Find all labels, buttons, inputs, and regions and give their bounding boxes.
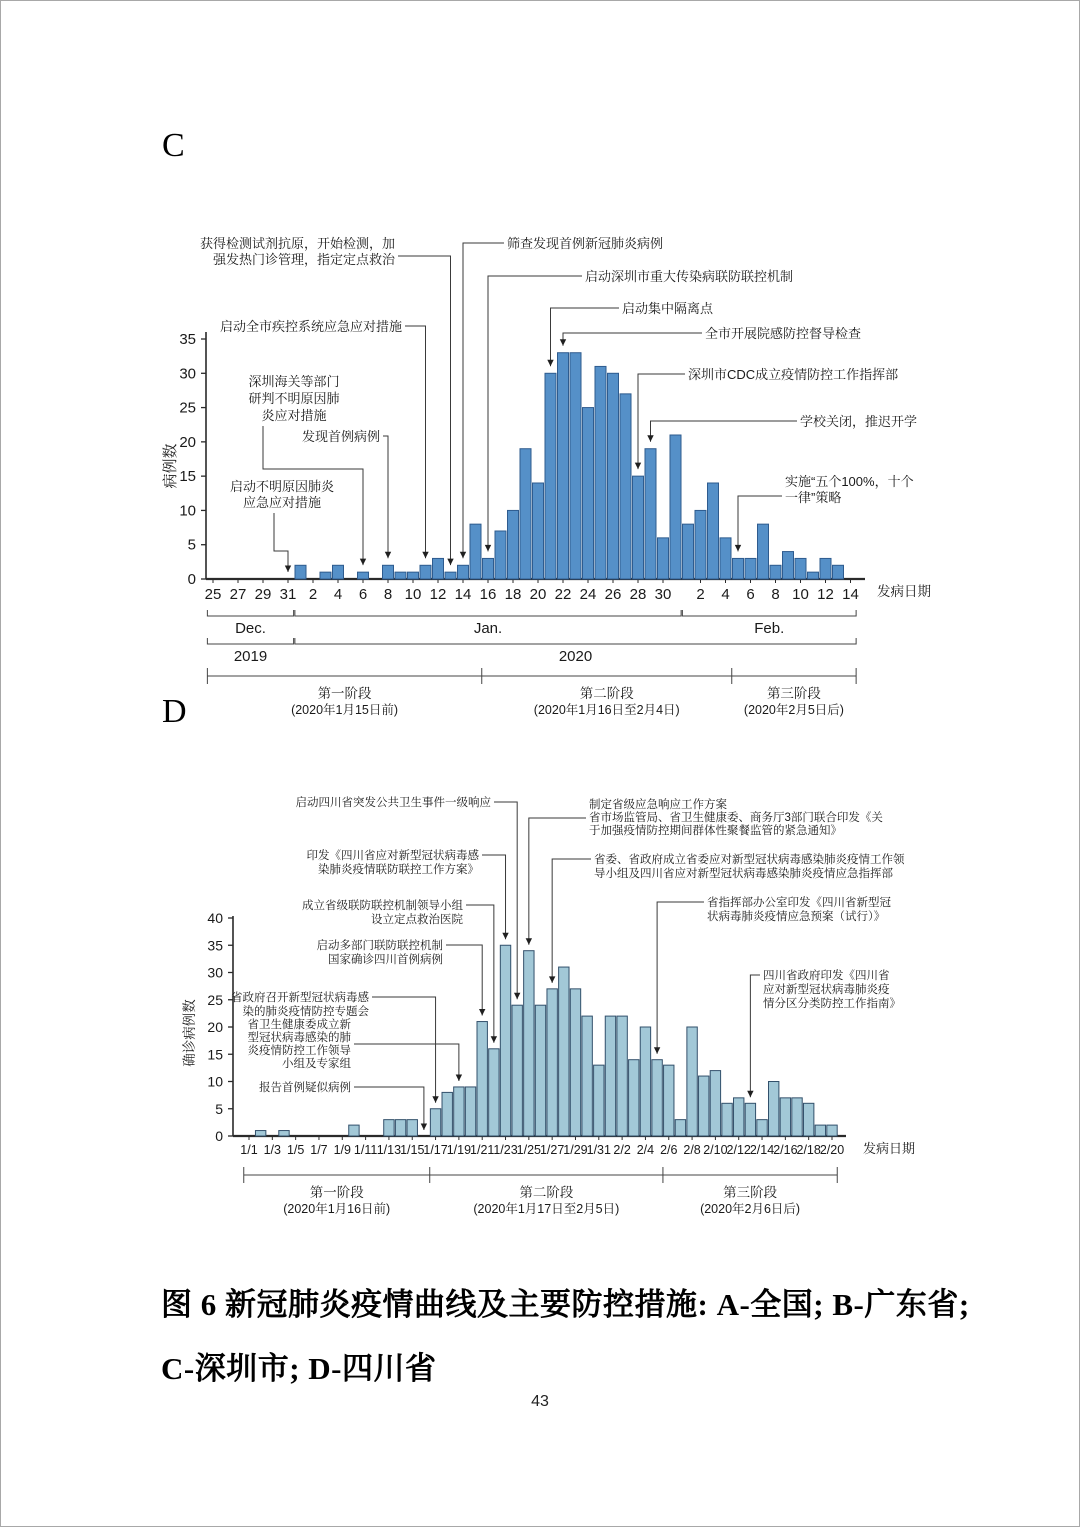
page-number: 43 xyxy=(531,1393,549,1410)
bar xyxy=(512,1005,522,1136)
bar xyxy=(383,565,394,579)
x-tick-label: 31 xyxy=(279,586,297,603)
annotation-text: 情分区分类防控工作指南》 xyxy=(763,998,901,1010)
y-tick-label: 15 xyxy=(207,1046,223,1063)
annotation-text: 启动不明原因肺炎 xyxy=(229,479,335,494)
x-tick-label: 14 xyxy=(842,586,859,603)
annotation-text: 全市开展院感防控督导检查 xyxy=(705,326,862,341)
y-tick-label: 30 xyxy=(179,365,196,383)
x-tick-label: 24 xyxy=(579,586,597,603)
annotation-text: 启动多部门联防联控机制 xyxy=(316,940,443,952)
bar xyxy=(833,565,844,579)
panel-d-letter: D xyxy=(162,693,187,730)
x-tick-label: 1/21 xyxy=(470,1143,495,1157)
phase-label: 第一阶段 xyxy=(317,686,372,701)
annotation-text: 国家确诊四川首例病例 xyxy=(328,954,443,966)
bar xyxy=(827,1125,837,1136)
x-tick-label: 2/2 xyxy=(613,1143,631,1157)
y-tick-label: 0 xyxy=(187,571,196,588)
annotation-text: 报告首例疑似病例 xyxy=(259,1082,351,1094)
y-tick-label: 0 xyxy=(215,1128,223,1144)
bar xyxy=(420,565,431,579)
x-tick-label: 2/4 xyxy=(636,1143,655,1157)
x-tick-label: 1/5 xyxy=(286,1143,305,1157)
phase-sublabel: (2020年1月15日前) xyxy=(291,703,399,717)
y-tick-label: 20 xyxy=(207,1019,223,1035)
year-label: 2020 xyxy=(558,648,593,665)
annotation-connector xyxy=(405,326,426,558)
month-label: Jan. xyxy=(473,620,503,637)
annotation-text: 制定省级应急响应工作方案 xyxy=(589,799,727,811)
x-tick-label: 2 xyxy=(696,586,705,603)
x-tick-label: 8 xyxy=(771,586,780,603)
bar xyxy=(629,1060,639,1136)
y-tick-label: 30 xyxy=(207,964,223,981)
annotation-text: 四川省政府印发《四川省 xyxy=(763,970,890,982)
annotation-text: 染肺炎疫情联防联控工作方案》 xyxy=(318,864,479,876)
bar xyxy=(495,531,506,579)
arrowhead-icon xyxy=(747,1091,753,1098)
chart-c-shenzhen-epidemic-curve xyxy=(1,216,1080,716)
annotation-text: 应对新型冠状病毒肺炎疫 xyxy=(763,984,890,996)
y-tick-label: 20 xyxy=(179,433,196,451)
x-tick-label: 12 xyxy=(429,586,447,603)
bar xyxy=(570,989,580,1136)
arrowhead-icon xyxy=(456,1074,462,1081)
annotation-text: 炎疫情防控工作领导 xyxy=(247,1045,351,1057)
x-tick-label: 2/16 xyxy=(773,1143,798,1157)
annotation-connector xyxy=(750,975,760,1097)
bar xyxy=(430,1109,440,1136)
x-tick-label: 18 xyxy=(504,586,522,603)
bar xyxy=(349,1125,359,1136)
bar xyxy=(745,558,756,579)
bar xyxy=(617,1016,627,1136)
bar xyxy=(687,1027,697,1136)
bar xyxy=(535,1005,545,1136)
annotation-text: 省指挥部办公室印发《四川省新型冠 xyxy=(707,897,891,909)
y-tick-label: 5 xyxy=(215,1100,223,1117)
bar xyxy=(500,945,510,1136)
x-tick-label: 1/13 xyxy=(376,1143,402,1157)
bar xyxy=(470,524,481,579)
bar xyxy=(815,1125,825,1136)
bracket xyxy=(295,610,681,616)
annotation xyxy=(296,795,521,999)
annotation-connector xyxy=(274,513,288,572)
x-tick-label: 2/12 xyxy=(726,1143,751,1157)
bar xyxy=(395,572,406,579)
bar xyxy=(605,1016,615,1136)
y-axis-title: 病例数 xyxy=(162,443,179,489)
annotation-text: 深圳市CDC成立疫情防控工作指挥部 xyxy=(688,367,899,382)
bar xyxy=(445,572,456,579)
annotation-text: 省市场监管局、省卫生健康委、商务厅3部门联合印发《关 xyxy=(589,812,883,824)
bar xyxy=(483,558,494,579)
annotation-text: 启动集中隔离点 xyxy=(622,301,714,316)
bar xyxy=(559,967,569,1136)
x-tick-label: 2/18 xyxy=(796,1143,821,1157)
annotation-text: 深圳海关等部门 xyxy=(248,374,340,389)
bar xyxy=(733,558,744,579)
phase-label: 第二阶段 xyxy=(579,686,634,701)
y-tick-label: 15 xyxy=(179,468,196,486)
bracket xyxy=(682,610,856,616)
bar xyxy=(645,449,656,579)
x-tick-label: 8 xyxy=(383,586,393,603)
bar xyxy=(320,572,331,579)
x-tick-label: 6 xyxy=(746,586,755,603)
x-tick-label: 22 xyxy=(554,586,572,603)
x-axis-title: 发病日期 xyxy=(863,1141,916,1156)
annotation-text: 小组及专家组 xyxy=(282,1058,351,1070)
arrowhead-icon xyxy=(285,566,291,573)
y-axis-title: 确诊病例数 xyxy=(182,999,197,1067)
x-tick-label: 6 xyxy=(358,586,368,603)
annotation-text: 研判不明原因肺 xyxy=(248,391,340,406)
bar xyxy=(792,1098,802,1136)
y-tick-label: 10 xyxy=(207,1073,223,1090)
phase-label: 第三阶段 xyxy=(766,686,821,701)
annotation-text: 炎应对措施 xyxy=(261,408,327,423)
annotation-connector xyxy=(463,243,504,558)
bar xyxy=(407,1120,417,1136)
x-tick-label: 10 xyxy=(404,586,422,603)
bar xyxy=(745,1103,755,1136)
annotation-text: 强发热门诊管理，指定定点救治 xyxy=(212,252,395,267)
x-tick-label: 1/3 xyxy=(263,1143,282,1157)
bar xyxy=(333,565,344,579)
bars-group xyxy=(295,353,844,579)
bar xyxy=(708,483,719,579)
bar xyxy=(780,1098,790,1136)
bar xyxy=(295,565,306,579)
x-tick-label: 28 xyxy=(629,586,647,603)
y-tick-label: 25 xyxy=(179,399,196,417)
arrowhead-icon xyxy=(502,933,508,940)
bar xyxy=(458,565,469,579)
arrowhead-icon xyxy=(447,559,453,566)
bracket xyxy=(295,638,856,644)
bar xyxy=(358,572,369,579)
annotation-text: 筛查发现首例新冠肺炎病例 xyxy=(507,236,664,251)
x-tick-label: 1/31 xyxy=(586,1143,611,1157)
bar xyxy=(820,558,831,579)
bar xyxy=(442,1092,452,1136)
bar xyxy=(664,1065,674,1136)
annotation-text: 于加强疫情防控期间群体性聚餐监管的紧急通知》 xyxy=(589,825,842,837)
arrowhead-icon xyxy=(360,559,366,566)
annotation-text: 染的肺炎疫情防控专题会 xyxy=(242,1006,369,1018)
annotation-connector xyxy=(563,333,702,346)
annotation-connector xyxy=(398,256,451,565)
x-tick-label: 12 xyxy=(817,586,834,603)
x-tick-label: 2/6 xyxy=(660,1143,678,1157)
annotation xyxy=(647,414,917,442)
arrowhead-icon xyxy=(514,993,520,1000)
annotation-connector xyxy=(446,945,482,1016)
annotation-text: 印发《四川省应对新型冠状病毒感 xyxy=(306,850,479,862)
annotation-text: 应急应对措施 xyxy=(242,495,322,510)
annotation-text: 导小组及四川省应对新型冠状病毒感染肺炎疫情应急指挥部 xyxy=(594,868,893,880)
arrowhead-icon xyxy=(635,463,641,470)
annotation-text: 省政府召开新型冠状病毒感 xyxy=(231,992,369,1004)
bar xyxy=(658,538,669,579)
bar xyxy=(520,449,531,579)
x-tick-label: 1/15 xyxy=(400,1143,425,1157)
x-tick-label: 26 xyxy=(604,586,622,603)
arrowhead-icon xyxy=(560,339,566,346)
bar xyxy=(770,565,781,579)
bottom-brackets xyxy=(244,1167,837,1216)
x-tick-label: 16 xyxy=(479,586,497,603)
annotation-connector xyxy=(354,1044,459,1081)
phase-label: 第三阶段 xyxy=(723,1185,778,1200)
bar xyxy=(720,538,731,579)
annotation-connector xyxy=(529,818,586,945)
bar xyxy=(582,1016,592,1136)
bar xyxy=(734,1098,744,1136)
y-tick-label: 5 xyxy=(187,536,196,554)
year-label: 2019 xyxy=(233,648,268,665)
x-axis-title: 发病日期 xyxy=(877,584,931,599)
bar xyxy=(558,353,569,579)
x-tick-label: 27 xyxy=(229,586,247,603)
x-tick-label: 1/17 xyxy=(423,1143,448,1157)
y-tick-label: 35 xyxy=(179,331,196,349)
x-tick-label: 14 xyxy=(454,586,472,603)
phase-sublabel: (2020年2月6日后) xyxy=(700,1202,801,1216)
figure-caption-line1: 图 6 新冠肺炎疫情曲线及主要防控措施: A-全国; B-广东省; xyxy=(161,1287,970,1322)
x-tick-label: 2/8 xyxy=(683,1143,701,1157)
bar xyxy=(595,366,606,579)
x-tick-label: 2/10 xyxy=(703,1143,728,1157)
annotation-text: 省卫生健康委成立新 xyxy=(247,1019,351,1031)
phase-label: 第二阶段 xyxy=(519,1185,574,1200)
x-tick-label: 20 xyxy=(529,586,547,603)
arrowhead-icon xyxy=(526,938,532,945)
annotation-text: 启动四川省突发公共卫生事件一级响应 xyxy=(295,797,491,809)
annotation-text: 学校关闭，推迟开学 xyxy=(800,414,918,429)
x-tick-label: 1/1 xyxy=(240,1143,258,1157)
annotation-text: 型冠状病毒感染的肺 xyxy=(247,1032,351,1044)
annotation xyxy=(560,326,861,346)
bar xyxy=(699,1076,709,1136)
bar xyxy=(533,483,544,579)
annotation xyxy=(747,968,901,1097)
annotation-text: 发现首例病例 xyxy=(301,429,380,444)
month-label: Dec. xyxy=(235,620,266,637)
bar xyxy=(433,558,444,579)
annotation-connector xyxy=(552,859,591,983)
bar xyxy=(477,1022,487,1136)
x-tick-label: 2/20 xyxy=(819,1143,845,1157)
bar xyxy=(545,373,556,579)
bar xyxy=(808,572,819,579)
bar xyxy=(408,572,419,579)
x-tick-label: 1/29 xyxy=(563,1143,588,1157)
arrowhead-icon xyxy=(547,360,553,367)
x-tick-label: 4 xyxy=(333,586,343,603)
bar xyxy=(795,558,806,579)
arrowhead-icon xyxy=(647,435,653,442)
annotation-text: 启动全市疾控系统应急应对措施 xyxy=(219,319,402,334)
x-tick-label: 1/11 xyxy=(353,1143,378,1157)
bar xyxy=(633,476,644,579)
annotation-text: 省委、省政府成立省委应对新型冠状病毒感染肺炎疫情工作领 xyxy=(594,854,905,866)
arrowhead-icon xyxy=(422,552,428,559)
annotation-text: 实施“五个100%，十个 xyxy=(785,474,914,489)
arrowhead-icon xyxy=(549,976,555,983)
x-tick-label: 1/27 xyxy=(539,1143,565,1157)
bar xyxy=(783,552,794,579)
bar xyxy=(583,408,594,579)
x-tick-label: 30 xyxy=(654,586,672,603)
phase-sublabel: (2020年1月16日至2月4日) xyxy=(533,703,680,717)
y-tick-label: 35 xyxy=(207,937,223,954)
bar xyxy=(570,353,581,579)
annotation-text: 获得检测试剂抗原，开始检测，加 xyxy=(199,236,395,251)
bar xyxy=(454,1087,464,1136)
x-tick-label: 1/25 xyxy=(516,1143,542,1157)
annotation xyxy=(248,1017,463,1081)
y-tick-label: 25 xyxy=(207,991,223,1008)
bottom-brackets xyxy=(207,610,856,717)
bar xyxy=(608,373,619,579)
bar xyxy=(255,1131,265,1136)
annotation-text: 成立省级联防联控机制领导小组 xyxy=(302,900,463,912)
chart-d-sichuan-epidemic-curve xyxy=(1,761,1080,1231)
arrowhead-icon xyxy=(385,552,391,559)
bar xyxy=(683,524,694,579)
x-tick-label: 1/9 xyxy=(333,1143,351,1157)
bar xyxy=(384,1120,394,1136)
phase-label: 第一阶段 xyxy=(309,1185,364,1200)
y-tick-label: 40 xyxy=(207,910,223,926)
x-tick-label: 25 xyxy=(204,586,222,603)
annotation xyxy=(230,479,335,572)
arrowhead-icon xyxy=(735,545,741,552)
arrowhead-icon xyxy=(654,1047,660,1054)
x-tick-label: 1/7 xyxy=(310,1143,328,1157)
bar xyxy=(395,1120,405,1136)
annotation-text: 设立定点救治医院 xyxy=(371,914,463,926)
x-tick-label: 4 xyxy=(721,586,730,603)
bar xyxy=(670,435,681,579)
bar xyxy=(279,1131,289,1136)
bar xyxy=(695,510,706,579)
bar xyxy=(769,1082,779,1137)
phase-sublabel: (2020年1月16日前) xyxy=(283,1202,391,1216)
bar xyxy=(524,951,534,1136)
annotation-text: 启动深圳市重大传染病联防联控机制 xyxy=(585,269,794,284)
annotation-text: 状病毒肺炎疫情应急预案（试行）》 xyxy=(707,911,886,923)
arrowhead-icon xyxy=(460,552,466,559)
bar xyxy=(675,1120,685,1136)
annotation xyxy=(248,374,366,565)
bar xyxy=(620,394,631,579)
bracket xyxy=(207,638,293,644)
x-tick-label: 2 xyxy=(308,586,318,603)
bar xyxy=(489,1049,499,1136)
x-tick-label: 10 xyxy=(792,586,809,603)
arrowhead-icon xyxy=(421,1124,427,1131)
phase-sublabel: (2020年1月17日至2月5日) xyxy=(473,1202,620,1216)
panel-c-letter: C xyxy=(162,127,185,164)
annotation-text: 一律”策略 xyxy=(785,490,842,505)
arrowhead-icon xyxy=(485,545,491,552)
bar xyxy=(710,1071,720,1136)
bar xyxy=(758,524,769,579)
bar xyxy=(803,1103,813,1136)
bar xyxy=(465,1087,475,1136)
x-tick-label: 2/14 xyxy=(749,1143,775,1157)
bar xyxy=(547,989,557,1136)
bar xyxy=(508,510,519,579)
bar xyxy=(652,1060,662,1136)
y-tick-label: 10 xyxy=(179,502,196,520)
bar xyxy=(722,1103,732,1136)
x-tick-label: 29 xyxy=(254,586,272,603)
x-tick-label: 1/23 xyxy=(493,1143,518,1157)
bar xyxy=(594,1065,604,1136)
bracket xyxy=(207,610,293,616)
annotation-connector xyxy=(383,436,388,558)
arrowhead-icon xyxy=(479,1009,485,1016)
arrowhead-icon xyxy=(491,1036,497,1043)
arrowhead-icon xyxy=(432,1096,438,1103)
bar xyxy=(640,1027,650,1136)
month-label: Feb. xyxy=(754,620,785,637)
phase-sublabel: (2020年2月5日后) xyxy=(743,703,844,717)
x-tick-label: 1/19 xyxy=(446,1143,472,1157)
bar xyxy=(757,1120,767,1136)
figure-caption-line2: C-深圳市; D-四川省 xyxy=(161,1351,437,1386)
